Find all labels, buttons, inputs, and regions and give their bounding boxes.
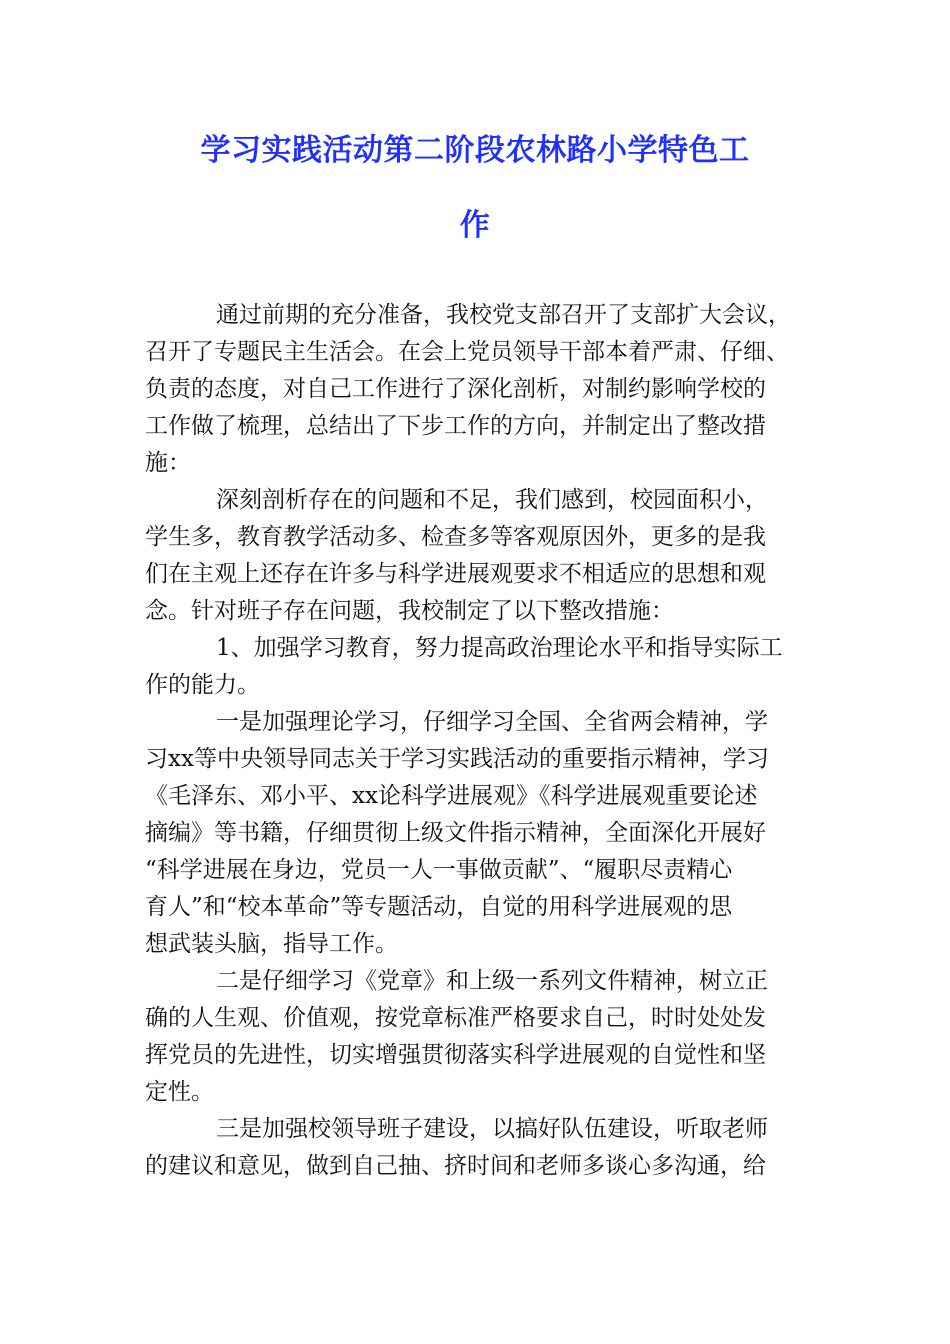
text-line: 念。针对班子存在问题，我校制定了以下整改措施：	[145, 598, 674, 624]
text-line: 1、加强学习教育，努力提高政治理论水平和指导实际工	[216, 635, 783, 661]
text-line: 一是加强理论学习，仔细学习全国、全省两会精神，学	[216, 709, 768, 735]
text-line: 二是仔细学习《党章》和上级一系列文件精神，树立正	[216, 968, 768, 994]
text-line: 召开了专题民主生活会。在会上党员领导干部本着严肃、仔细、	[145, 339, 789, 365]
text-line: “科学进展在身边，党员一人一事做贡献”、“履职尽责精心	[145, 857, 733, 883]
text-line: 通过前期的充分准备，我校党支部召开了支部扩大会议，	[216, 302, 791, 328]
text-line: 的建议和意见，做到自己抽、挤时间和老师多谈心多沟通，给	[145, 1153, 766, 1179]
text-line: 工作做了梳理，总结出了下步工作的方向，并制定出了整改措	[145, 413, 766, 439]
text-line: 想武装头脑，指导工作。	[145, 931, 398, 957]
document-title-line-2: 作	[459, 208, 491, 243]
text-line: 确的人生观、价值观，按党章标准严格要求自己，时时处处发	[145, 1005, 766, 1031]
text-line: 挥党员的先进性，切实增强贯彻落实科学进展观的自觉性和坚	[145, 1042, 766, 1068]
text-line: 定性。	[145, 1079, 214, 1105]
text-line: 三是加强校领导班子建设，以搞好队伍建设，听取老师	[216, 1116, 768, 1142]
text-line: 育人”和“校本革命”等专题活动，自觉的用科学进展观的思	[145, 894, 733, 920]
text-line: 负责的态度，对自己工作进行了深化剖析，对制约影响学校的	[145, 376, 766, 402]
text-line: 作的能力。	[145, 672, 260, 698]
text-line: 习xx等中央领导同志关于学习实践活动的重要指示精神，学习	[145, 746, 769, 772]
text-line: 学生多，教育教学活动多、检查多等客观原因外，更多的是我	[145, 524, 766, 550]
text-line: 摘编》等书籍，仔细贯彻上级文件指示精神，全面深化开展好	[145, 820, 766, 846]
text-line: 《毛泽东、邓小平、xx论科学进展观》《科学进展观重要论述	[145, 783, 758, 809]
text-line: 施：	[145, 450, 191, 476]
text-line: 们在主观上还存在许多与科学进展观要求不相适应的思想和观	[145, 561, 766, 587]
text-line: 深刻剖析存在的问题和不足，我们感到，校园面积小，	[216, 487, 768, 513]
document-title-line-1: 学习实践活动第二阶段农林路小学特色工	[200, 133, 750, 168]
